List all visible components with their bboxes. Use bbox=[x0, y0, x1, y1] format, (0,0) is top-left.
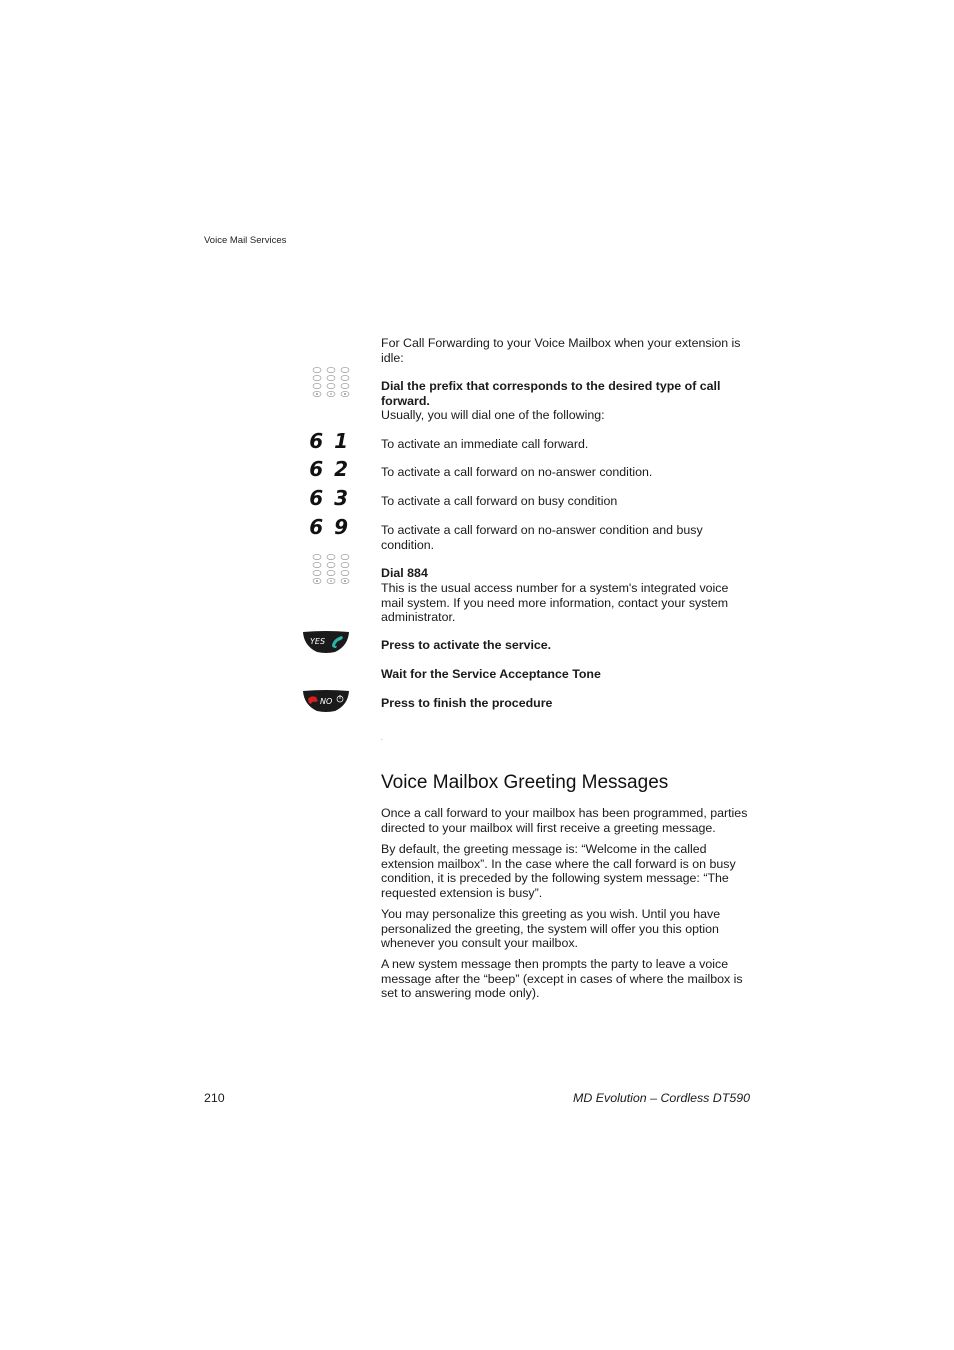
step2-title: Dial 884 bbox=[381, 566, 428, 580]
product-name: MD Evolution – Cordless DT590 bbox=[573, 1091, 750, 1105]
step1-note: Usually, you will dial one of the following: bbox=[381, 408, 605, 422]
greeting-paragraph: You may personalize this greeting as you wish. Until you have personalized the greeting, the system will offer you this option whenever you consult your mailbox. bbox=[381, 907, 721, 951]
yes-key-label: YES bbox=[310, 637, 326, 646]
code-62: 6 2 bbox=[309, 457, 350, 481]
greeting-paragraph: A new system message then prompts the party to leave a voice message after the “beep” (except in cases of where the mailbox is set to answering mode only). bbox=[381, 957, 743, 1001]
code-69-text: To activate a call forward on no-answer condition and busy condition. bbox=[381, 523, 703, 552]
no-key-icon bbox=[302, 689, 350, 713]
no-key-label: NO bbox=[320, 697, 333, 706]
code-69: 6 9 bbox=[309, 515, 350, 539]
code-63-text: To activate a call forward on busy condition bbox=[381, 494, 618, 508]
step1-title: Dial the prefix that corresponds to the desired type of call forward. bbox=[381, 379, 721, 408]
keypad-icon bbox=[311, 553, 351, 585]
intro-text: For Call Forwarding to your Voice Mailbox when your extension is idle: bbox=[381, 336, 741, 365]
keypad-icon bbox=[311, 366, 351, 398]
step5-title: Press to finish the procedure bbox=[381, 696, 553, 710]
step4-title: Wait for the Service Acceptance Tone bbox=[381, 667, 601, 681]
greeting-paragraph: By default, the greeting message is: “Welcome in the called extension mailbox”. In the case where the call forward is on busy condition, it is preceded by the following system message: “The requested extension is busy”. bbox=[381, 842, 736, 900]
code-61: 6 1 bbox=[309, 429, 350, 453]
code-61-text: To activate an immediate call forward. bbox=[381, 437, 589, 451]
code-63: 6 3 bbox=[309, 486, 350, 510]
step3-title: Press to activate the service. bbox=[381, 638, 552, 652]
section-header: Voice Mail Services bbox=[204, 235, 287, 246]
code-62-text: To activate a call forward on no-answer condition. bbox=[381, 465, 653, 479]
stray-mark: . bbox=[381, 736, 383, 742]
greeting-paragraph: Once a call forward to your mailbox has been programmed, parties directed to your mailbox will first receive a greeting message. bbox=[381, 806, 748, 835]
step2-note: This is the usual access number for a system's integrated voice mail system. If you need more information, contact your system administrator. bbox=[381, 581, 729, 625]
section-title: Voice Mailbox Greeting Messages bbox=[381, 772, 669, 793]
yes-key-icon bbox=[302, 630, 350, 654]
page-number: 210 bbox=[204, 1091, 225, 1105]
